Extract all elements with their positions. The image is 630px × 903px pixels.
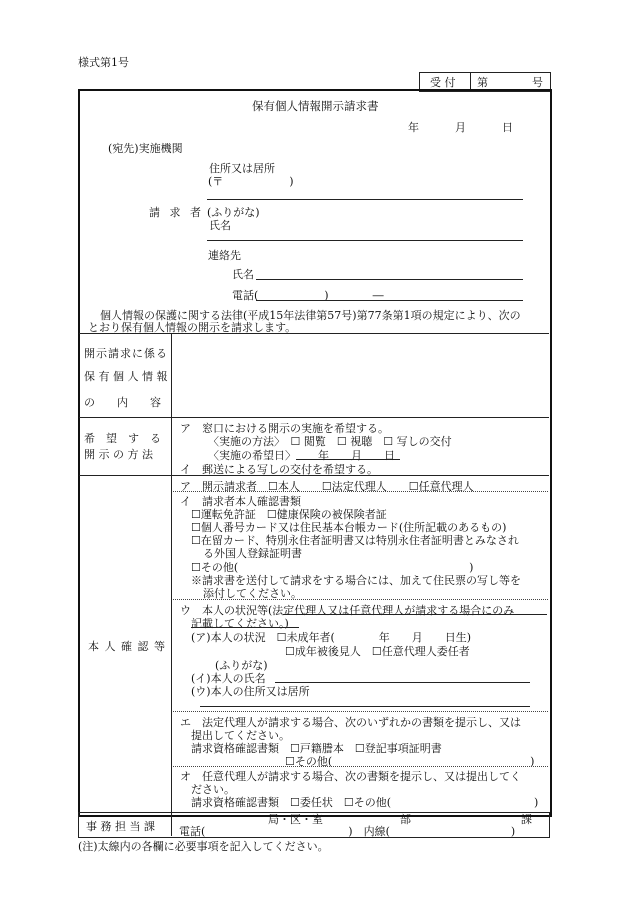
form-title: 保有個人情報開示請求書 xyxy=(252,99,379,113)
method-label-1: 希 望 す る xyxy=(84,432,161,445)
reception-number-suffix: 号 xyxy=(532,76,543,89)
identity-legal-2: 提出してください。 xyxy=(191,729,290,742)
identity-legal-other[interactable]: ☐その他( ) xyxy=(285,755,535,768)
form-number: 様式第1号 xyxy=(78,56,129,69)
method-option-mail[interactable]: イ 郵送による写しの交付を希望する。 xyxy=(180,463,378,476)
pi-content-field[interactable] xyxy=(173,335,546,415)
postal-code-field[interactable]: (〒 ) xyxy=(208,175,294,188)
contact-name-line xyxy=(256,279,523,280)
addressee: (宛先)実施機関 xyxy=(108,142,183,155)
identity-furigana: (ふりがな) xyxy=(215,659,268,672)
office-phone: 電話( ) 内線( ) xyxy=(179,825,516,838)
identity-address-label: (ウ)本人の住所又は居所 xyxy=(191,685,310,698)
identity-note-1: ※請求書を送付して請求をする場合には、加えて住民票の写し等を xyxy=(191,574,521,587)
furigana-label: (ふりがな) xyxy=(207,206,260,219)
identity-address-line xyxy=(200,706,530,707)
phone-line xyxy=(256,300,523,301)
identity-status-ward[interactable]: ☐成年被後見人 ☐任意代理人委任者 xyxy=(285,645,470,658)
identity-doc-residence-2: る外国人登録証明書 xyxy=(203,547,302,560)
footnote: (注)太線内の各欄に必要事項を記入してください。 xyxy=(78,840,329,853)
identity-legal-docs[interactable]: 請求資格確認書類 ☐戸籍謄本 ☐登記事項証明書 xyxy=(191,742,442,755)
identity-name-label: (イ)本人の氏名 xyxy=(191,672,266,685)
identity-proxy-docs[interactable]: 請求資格確認書類 ☐委任状 ☐その他( ) xyxy=(191,796,539,809)
name-line xyxy=(207,240,523,241)
identity-doc-residence-1[interactable]: ☐在留カード、特別永住者証明書又は特別永住者証明書とみなされ xyxy=(191,534,519,547)
name-label: 氏名 xyxy=(209,219,231,232)
method-label-2: 開 示 の 方 法 xyxy=(84,448,153,461)
identity-proxy-1: オ 任意代理人が請求する場合、次の書類を提示し、又は提出してく xyxy=(180,770,521,783)
reception-number-prefix: 第 xyxy=(477,76,488,89)
identity-requester-type[interactable]: ア 開示請求者 ☐本人 ☐法定代理人 ☐任意代理人 xyxy=(180,480,474,493)
contact-label: 連絡先 xyxy=(208,249,241,262)
date-month: 月 xyxy=(455,121,466,134)
intro-line-2: とおり保有個人情報の開示を請求します。 xyxy=(88,321,297,334)
identity-label: 本 人 確 認 等 xyxy=(88,640,166,653)
method-window-type[interactable]: 〈実施の方法〉 ☐ 閲覧 ☐ 視聴 ☐ 写しの交付 xyxy=(208,435,452,448)
contact-name-label: 氏名 xyxy=(232,268,254,281)
method-option-window[interactable]: ア 窓口における開示の実施を希望する。 xyxy=(180,422,389,435)
identity-note-2: 添付してください。 xyxy=(203,587,302,600)
identity-doc-other[interactable]: ☐その他( ) xyxy=(191,561,474,574)
identity-name-line xyxy=(275,682,530,683)
address-line xyxy=(207,199,523,200)
office-department: 局・区・室 部 課 xyxy=(268,813,532,826)
identity-doc-mynumber[interactable]: ☐個人番号カード又は住民基本台帳カード(住所記載のあるもの) xyxy=(191,521,507,534)
identity-legal-1: エ 法定代理人が請求する場合、次のいずれかの書類を提示し、又は xyxy=(180,716,521,729)
identity-doc-license[interactable]: ☐運転免許証 ☐健康保険の被保険者証 xyxy=(191,508,387,521)
reception-label: 受 付 xyxy=(430,76,456,89)
identity-proxy-2: ださい。 xyxy=(191,783,235,796)
identity-status-minor[interactable]: (ア)本人の状況 ☐未成年者( 年 月 日生) xyxy=(191,631,472,644)
intro-line-1: 個人情報の保護に関する法律(平成15年法律第57号)第77条第1項の規定により、次の xyxy=(100,309,521,322)
identity-status-title-2: 記載してください。) xyxy=(191,617,289,630)
office-label: 事 務 担 当 課 xyxy=(86,820,155,833)
method-window-date-label: 〈実施の希望日〉 xyxy=(208,449,296,462)
pi-label-3: の 内 容 xyxy=(84,396,161,409)
identity-status-title-1: ウ 本人の状況等(法定代理人又は任意代理人が請求する場合にのみ xyxy=(180,604,515,617)
method-window-date[interactable]: 年 月 日 xyxy=(318,449,395,462)
pi-label-1: 開示請求に係る xyxy=(84,347,168,360)
address-label: 住所又は居所 xyxy=(209,162,275,175)
identity-docs-title: イ 請求者本人確認書類 xyxy=(180,495,301,508)
date-day: 日 xyxy=(502,121,513,134)
date-year: 年 xyxy=(408,121,419,134)
requester-label: 請 求 者 xyxy=(149,206,204,219)
pi-label-2: 保 有 個 人 情 報 xyxy=(84,370,168,383)
contact-phone[interactable]: 電話( ) ― xyxy=(232,289,384,302)
method-date-line xyxy=(296,459,400,460)
